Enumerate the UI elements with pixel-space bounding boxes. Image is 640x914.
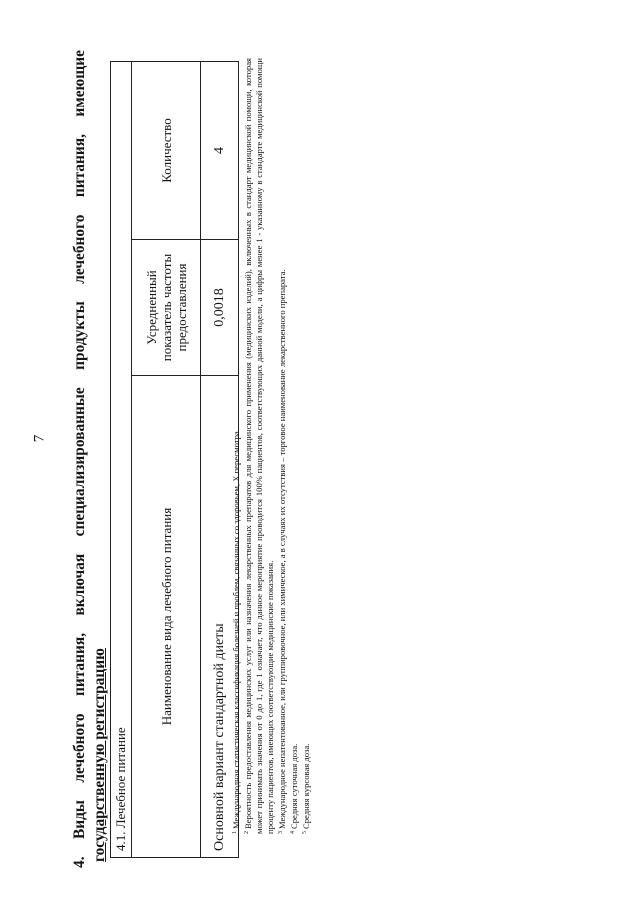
frequency-cell: 0,0018 [201, 240, 239, 376]
heading-line-2: государственную регистрацию [91, 648, 108, 862]
footnote-3: $^3$Международное непатентованное, или группировочное, или химическое, а в случаях их отсутствия – торговое наименование лекарственного препарата. [277, 269, 287, 834]
column-header-quantity: Количество [132, 61, 201, 239]
column-header-name: Наименование вида лечебного питания [132, 376, 201, 858]
footnote-1: $^1$Международная статистическая классификация болезней и проблем, связанных со здоровьем, X пересмотра. [231, 429, 241, 834]
column-header-frequency: Усредненный показатель частоты предоставления [132, 240, 201, 376]
footnote-2: $^2$Вероятность предоставления медицинских услуг или назначения лекарственных препаратов для медицинского применения (медицинских изделий), включенных в стандарт медицинской помощи, которая может принимать значения от 0 до 1, где 1 означает, что данное мероприятие проводится 100% пациентов, соответствующих данной модели, а цифры менее 1 - указанному в стандарте медицинской помощи проценту пациентов, имеющих соответствующие медицинские показания. [243, 58, 275, 834]
footnote-5: $^5$Средняя курсовая доза. [301, 743, 311, 834]
footnote-4: $^4$Средняя суточная доза. [289, 743, 299, 834]
rotated-page-content [70, 40, 330, 868]
therapeutic-nutrition-table [110, 61, 239, 858]
page-number: 7 [31, 434, 48, 443]
section-label: 4.1. Лечебное питание [111, 61, 132, 857]
heading-line-1: 4. Виды лечебного питания, включая специализированные продукты лечебного питания, имеющие [71, 50, 88, 868]
table-header-row [132, 61, 201, 857]
footnotes [230, 58, 312, 858]
table-section-row [111, 61, 132, 857]
quantity-cell: 4 [201, 61, 239, 239]
nutrition-name-cell: Основной вариант стандартной диеты [201, 376, 239, 858]
section-heading [70, 50, 110, 868]
